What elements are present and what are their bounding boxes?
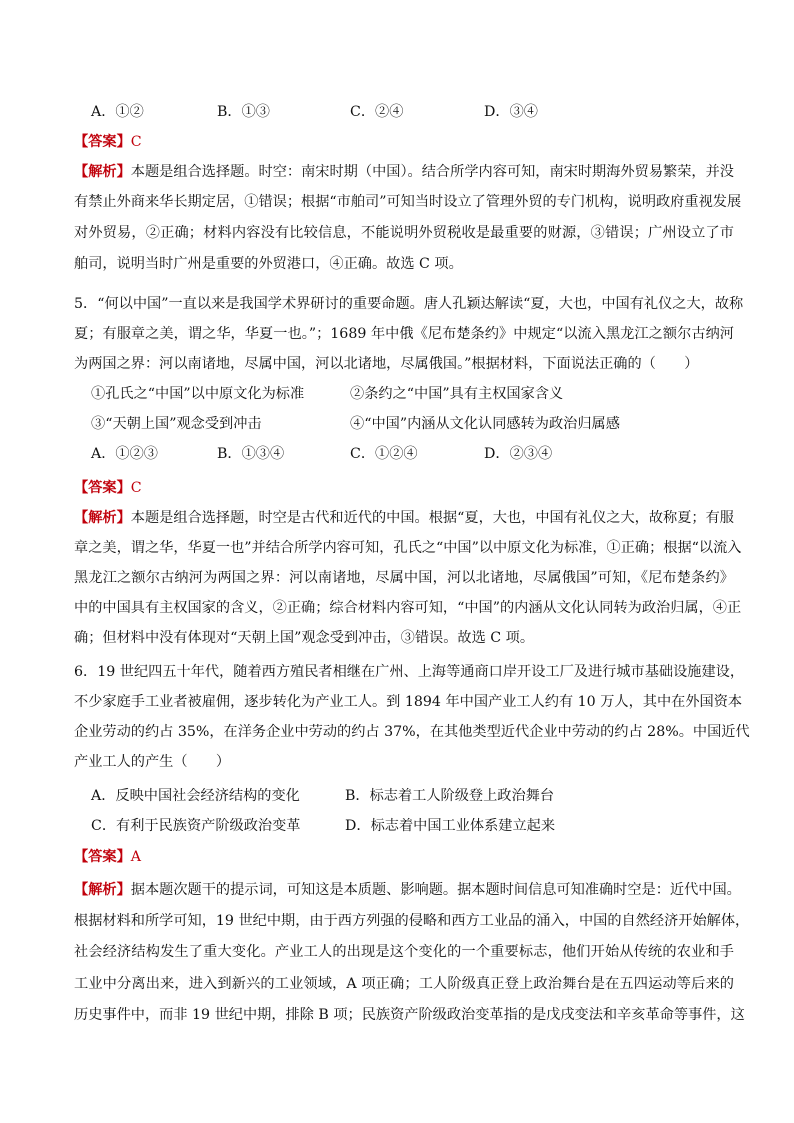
- q6-options-row: [91, 816, 691, 836]
- answer-tag: 【答案】: [74, 134, 131, 150]
- q4-analysis-line: 对外贸易，②正确；材料内容没有比较信息，不能说明外贸税收是最重要的财源，③错误；广州设立了市: [74, 225, 734, 241]
- q4-option-c: C．②④: [350, 104, 404, 120]
- answer-value: C: [130, 480, 142, 496]
- q6-options-row: [91, 786, 691, 806]
- q5-analysis-line: 黑龙江之额尔古纳河为两国之界：河以南诸地，尽属中国，河以北诸地，尽属俄国”可知，《尼布楚条约》: [74, 570, 734, 586]
- q6-answer: [74, 847, 734, 867]
- q6-analysis-line: 工业中分离出来，进入到新兴的工业领域，A 项正确；工人阶级真正登上政治舞台是在五四运动等后来的: [74, 976, 734, 992]
- q5-analysis-line: 确；但材料中没有体现对“天朝上国”观念受到冲击，③错误。故选 C 项。: [74, 630, 535, 646]
- q5-option-b: B．①③④: [217, 446, 285, 462]
- q4-option-a: A．①②: [91, 104, 144, 120]
- answer-value: C: [130, 134, 142, 150]
- q4-option-b: B．①③: [217, 104, 270, 120]
- q5-analysis-line: 中的中国具有主权国家的含义，②正确；综合材料内容可知，“中国”的内涵从文化认同转为政治归属，④正: [74, 600, 742, 616]
- q5-option-a: A．①②③: [91, 446, 158, 462]
- q5-option-d: D．②③④: [484, 446, 553, 462]
- q5-statement-4: ④“中国”内涵从文化认同感转为政治归属感: [350, 416, 620, 432]
- q4-analysis-line: 【解析】本题是组合选择题。时空：南宋时期（中国）。结合所学内容可知，南宋时期海外贸易繁荣，并没: [74, 164, 734, 180]
- q6-analysis-line: 根据材料和所学可知，19 世纪中期，由于西方列强的侵略和西方工业品的涌入，中国的自然经济开始解体，: [74, 913, 750, 929]
- q5-statements-row: [91, 414, 691, 434]
- q5-answer: [74, 478, 734, 498]
- q6-option-a: A．反映中国社会经济结构的变化: [91, 788, 300, 804]
- q6-analysis-line: 【解析】据本题次题干的提示词，可知这是本质题、影响题。据本题时间信息可知准确时空是：近代中国。: [74, 882, 741, 898]
- q6-stem-line: 不少家庭手工业者被雇佣，逐步转化为产业工人。到 1894 年中国产业工人约有 10 万人，其中在外国资本: [74, 694, 743, 710]
- q5-statements-row: [91, 384, 691, 404]
- q6-analysis-line: 社会经济结构发生了重大变化。产业工人的出现是这个变化的一个重要标志，他们开始从传统的农业和手: [74, 944, 734, 960]
- q4-analysis-line: 舶司，说明当时广州是重要的外贸港口，④正确。故选 C 项。: [74, 256, 463, 272]
- q6-stem-line: 6．19 世纪四五十年代，随着西方殖民者相继在广州、上海等通商口岸开设工厂及进行城市基础设施建设，: [74, 664, 745, 680]
- q6-option-c: C．有利于民族资产阶级政治变革: [91, 818, 301, 834]
- q6-option-d: D．标志着中国工业体系建立起来: [345, 818, 556, 834]
- q4-option-d: D．③④: [484, 104, 538, 120]
- answer-value: A: [130, 849, 142, 865]
- q5-stem-line: 为两国之界：河以南诸地，尽属中国，河以北诸地，尽属俄国。”根据材料，下面说法正确的（ ）: [74, 356, 699, 372]
- answer-tag: 【答案】: [74, 480, 131, 496]
- q5-stem-line: 夏；有服章之美，谓之华，华夏一也。”；1689 年中俄《尼布楚条约》中规定“以流入黑龙江之额尔古纳河: [74, 326, 734, 342]
- q5-analysis-line: 章之美，谓之华，华夏一也”并结合所学内容可知，孔氏之“中国”以中原文化为标准，①正确；根据“以流入: [74, 540, 742, 556]
- q5-statement-1: ①孔氏之“中国”以中原文化为标准: [91, 386, 305, 402]
- q4-answer: [74, 132, 734, 152]
- q6-stem-line: 企业劳动的约占 35%，在洋务企业中劳动的约占 37%，在其他类型近代企业中劳动的约占 28%。中国近代: [74, 724, 750, 740]
- q4-analysis-line: 有禁止外商来华长期定居，①错误；根据“市舶司”可知当时设立了管理外贸的专门机构，说明政府重视发展: [74, 194, 742, 210]
- analysis-tag: 【解析】: [74, 164, 131, 180]
- q6-option-b: B．标志着工人阶级登上政治舞台: [345, 788, 555, 804]
- analysis-tag: 【解析】: [74, 510, 131, 526]
- q4-options: [91, 102, 651, 122]
- q5-option-c: C．①②④: [350, 446, 418, 462]
- q5-stem-line: 5．“何以中国”一直以来是我国学术界研讨的重要命题。唐人孔颖达解读“夏，大也，中国有礼仪之大，故称: [74, 296, 744, 312]
- q6-analysis-line: 历史事件中，而非 19 世纪中期，排除 B 项；民族资产阶级政治变革指的是戊戌变法和辛亥革命等事件，这: [74, 1007, 745, 1023]
- q5-options: [91, 444, 651, 464]
- q6-stem-line: 产业工人的产生（ ）: [74, 754, 231, 770]
- q5-analysis-line: 【解析】本题是组合选择题，时空是古代和近代的中国。根据“夏，大也，中国有礼仪之大，故称夏；有服: [74, 510, 734, 526]
- analysis-tag: 【解析】: [74, 882, 131, 898]
- answer-tag: 【答案】: [74, 849, 131, 865]
- q5-statement-3: ③“天朝上国”观念受到冲击: [91, 416, 262, 432]
- q5-statement-2: ②条约之“中国”具有主权国家含义: [350, 386, 564, 402]
